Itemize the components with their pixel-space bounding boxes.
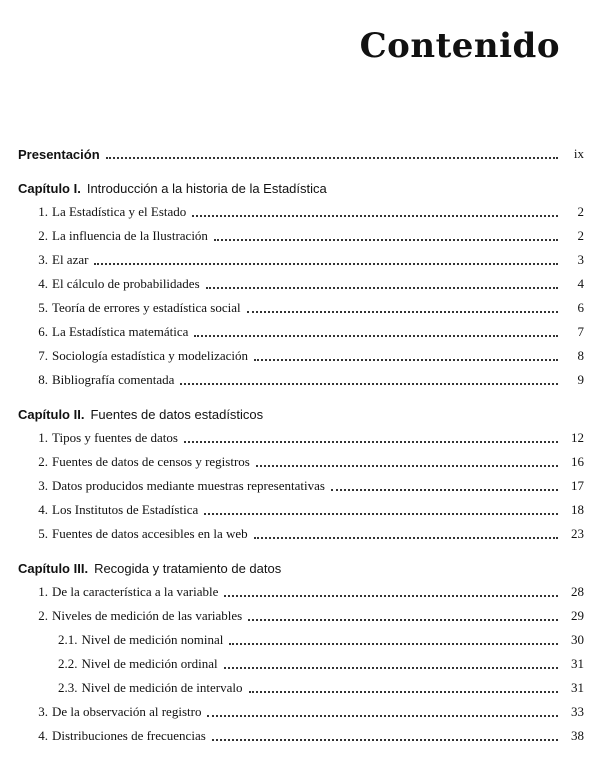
entry-title: Nivel de medición de intervalo xyxy=(81,680,243,695)
entry-title: Teoría de errores y estadística social xyxy=(52,300,241,315)
entry-number: 2.2. xyxy=(58,656,78,671)
entry-page-number: 28 xyxy=(571,584,584,599)
entry-number: 4. xyxy=(38,728,48,743)
entry-label xyxy=(28,348,252,364)
entry-label xyxy=(28,608,246,624)
entry-number: 3. xyxy=(38,704,48,719)
entry-number: 2. xyxy=(38,454,48,469)
entry-number: 1. xyxy=(38,584,48,599)
toc-entry[interactable] xyxy=(18,518,584,542)
page-title: Contenido xyxy=(359,26,560,66)
toc-entry[interactable] xyxy=(18,196,584,220)
entry-title: Fuentes de datos de censos y registros xyxy=(52,454,250,469)
dot-leader xyxy=(180,383,558,385)
entry-page-number: 30 xyxy=(571,632,584,647)
entry-number: 2.1. xyxy=(58,632,78,647)
dot-leader xyxy=(247,311,558,313)
entry-page-number: 29 xyxy=(571,608,584,623)
chapter-title: Introducción a la historia de la Estadística xyxy=(86,181,327,196)
entry-page-number: 8 xyxy=(577,348,584,363)
toc-entry[interactable] xyxy=(18,720,584,744)
dot-leader xyxy=(207,715,558,717)
entry-label xyxy=(28,526,252,542)
dot-leader xyxy=(254,359,558,361)
entry-label xyxy=(28,478,329,494)
entry-label xyxy=(28,252,92,268)
entry-label xyxy=(28,430,182,446)
entry-page-number: 7 xyxy=(577,324,584,339)
entry-title: La Estadística y el Estado xyxy=(52,204,187,219)
entry-number: 5. xyxy=(38,300,48,315)
entry-label xyxy=(28,204,190,220)
entry-title: La Estadística matemática xyxy=(52,324,189,339)
entry-page-number: 2 xyxy=(577,204,584,219)
dot-leader xyxy=(206,287,558,289)
entry-title: Tipos y fuentes de datos xyxy=(52,430,178,445)
entry-label xyxy=(28,728,210,744)
dot-leader xyxy=(106,157,558,159)
toc-entry[interactable] xyxy=(18,268,584,292)
toc-presentation[interactable] xyxy=(18,138,584,162)
entry-page-number: 6 xyxy=(577,300,584,315)
entry-page-number: 4 xyxy=(577,276,584,291)
toc-subentry[interactable] xyxy=(18,672,584,696)
dot-leader xyxy=(331,489,558,491)
entry-title: Niveles de medición de las variables xyxy=(52,608,243,623)
entry-label xyxy=(28,584,222,600)
chapter-heading[interactable] xyxy=(18,172,584,196)
toc-entry[interactable] xyxy=(18,422,584,446)
entry-page-number: 16 xyxy=(571,454,584,469)
entry-title: Datos producidos mediante muestras representativas xyxy=(52,478,325,493)
entry-page-number: 38 xyxy=(571,728,584,743)
chapter-number: Capítulo III. xyxy=(18,561,89,576)
toc-entry[interactable] xyxy=(18,576,584,600)
entry-page-number: 23 xyxy=(571,526,584,541)
entry-page-number: 33 xyxy=(571,704,584,719)
entry-number: 1. xyxy=(38,430,48,445)
entry-label xyxy=(58,632,227,648)
presentation-label: Presentación xyxy=(18,147,100,162)
toc-subentry[interactable] xyxy=(18,624,584,648)
entry-title: Nivel de medición nominal xyxy=(81,632,224,647)
entry-page-number: 2 xyxy=(577,228,584,243)
entry-label xyxy=(28,300,245,316)
chapter-heading[interactable] xyxy=(18,398,584,422)
entry-number: 8. xyxy=(38,372,48,387)
entry-label xyxy=(28,324,192,340)
entry-number: 2. xyxy=(38,608,48,623)
chapter-number: Capítulo I. xyxy=(18,181,81,196)
entry-title: El cálculo de probabilidades xyxy=(52,276,200,291)
dot-leader xyxy=(204,513,558,515)
toc-entry[interactable] xyxy=(18,696,584,720)
entry-number: 2. xyxy=(38,228,48,243)
toc-entry[interactable] xyxy=(18,600,584,624)
chapter-heading[interactable] xyxy=(18,552,584,576)
entry-number: 3. xyxy=(38,478,48,493)
entry-page-number: 31 xyxy=(571,656,584,671)
entry-page-number: 9 xyxy=(577,372,584,387)
entry-title: El azar xyxy=(52,252,89,267)
dot-leader xyxy=(224,595,558,597)
entry-label xyxy=(28,502,202,518)
entry-title: Distribuciones de frecuencias xyxy=(52,728,206,743)
entry-title: La influencia de la Ilustración xyxy=(52,228,208,243)
toc-entry[interactable] xyxy=(18,244,584,268)
entry-number: 5. xyxy=(38,526,48,541)
dot-leader xyxy=(212,739,558,741)
entry-number: 4. xyxy=(38,276,48,291)
dot-leader xyxy=(214,239,558,241)
presentation-page: ix xyxy=(573,146,584,161)
dot-leader xyxy=(248,619,558,621)
toc-entry[interactable] xyxy=(18,494,584,518)
table-of-contents xyxy=(18,138,584,744)
dot-leader xyxy=(256,465,558,467)
chapter-list xyxy=(18,172,584,744)
toc-entry[interactable] xyxy=(18,470,584,494)
entry-number: 6. xyxy=(38,324,48,339)
entry-number: 3. xyxy=(38,252,48,267)
entry-number: 2.3. xyxy=(58,680,78,695)
toc-entry[interactable] xyxy=(18,292,584,316)
chapter-title: Recogida y tratamiento de datos xyxy=(94,561,282,576)
entry-number: 7. xyxy=(38,348,48,363)
toc-entry[interactable] xyxy=(18,446,584,470)
entry-page-number: 17 xyxy=(571,478,584,493)
entry-title: De la característica a la variable xyxy=(52,584,219,599)
toc-entry[interactable] xyxy=(18,340,584,364)
entry-page-number: 31 xyxy=(571,680,584,695)
entry-title: Sociología estadística y modelización xyxy=(52,348,249,363)
toc-entry[interactable] xyxy=(18,364,584,388)
entry-label xyxy=(28,454,254,470)
entry-title: Fuentes de datos accesibles en la web xyxy=(52,526,248,541)
dot-leader xyxy=(224,667,558,669)
entry-page-number: 12 xyxy=(571,430,584,445)
toc-entry[interactable] xyxy=(18,316,584,340)
chapter-number: Capítulo II. xyxy=(18,407,85,422)
entry-label xyxy=(28,276,204,292)
dot-leader xyxy=(194,335,558,337)
dot-leader xyxy=(184,441,558,443)
entry-title: De la observación al registro xyxy=(52,704,202,719)
dot-leader xyxy=(249,691,558,693)
entry-label xyxy=(58,656,222,672)
entry-title: Bibliografía comentada xyxy=(52,372,175,387)
dot-leader xyxy=(94,263,558,265)
entry-label xyxy=(28,704,205,720)
entry-title: Los Institutos de Estadística xyxy=(52,502,199,517)
entry-title: Nivel de medición ordinal xyxy=(81,656,218,671)
entry-number: 4. xyxy=(38,502,48,517)
toc-entry[interactable] xyxy=(18,220,584,244)
chapter-title: Fuentes de datos estadísticos xyxy=(90,407,264,422)
entry-label xyxy=(58,680,247,696)
dot-leader xyxy=(229,643,558,645)
entry-label xyxy=(28,372,178,388)
toc-subentry[interactable] xyxy=(18,648,584,672)
entry-number: 1. xyxy=(38,204,48,219)
dot-leader xyxy=(192,215,558,217)
dot-leader xyxy=(254,537,558,539)
entry-page-number: 3 xyxy=(577,252,584,267)
entry-label xyxy=(28,228,212,244)
entry-page-number: 18 xyxy=(571,502,584,517)
